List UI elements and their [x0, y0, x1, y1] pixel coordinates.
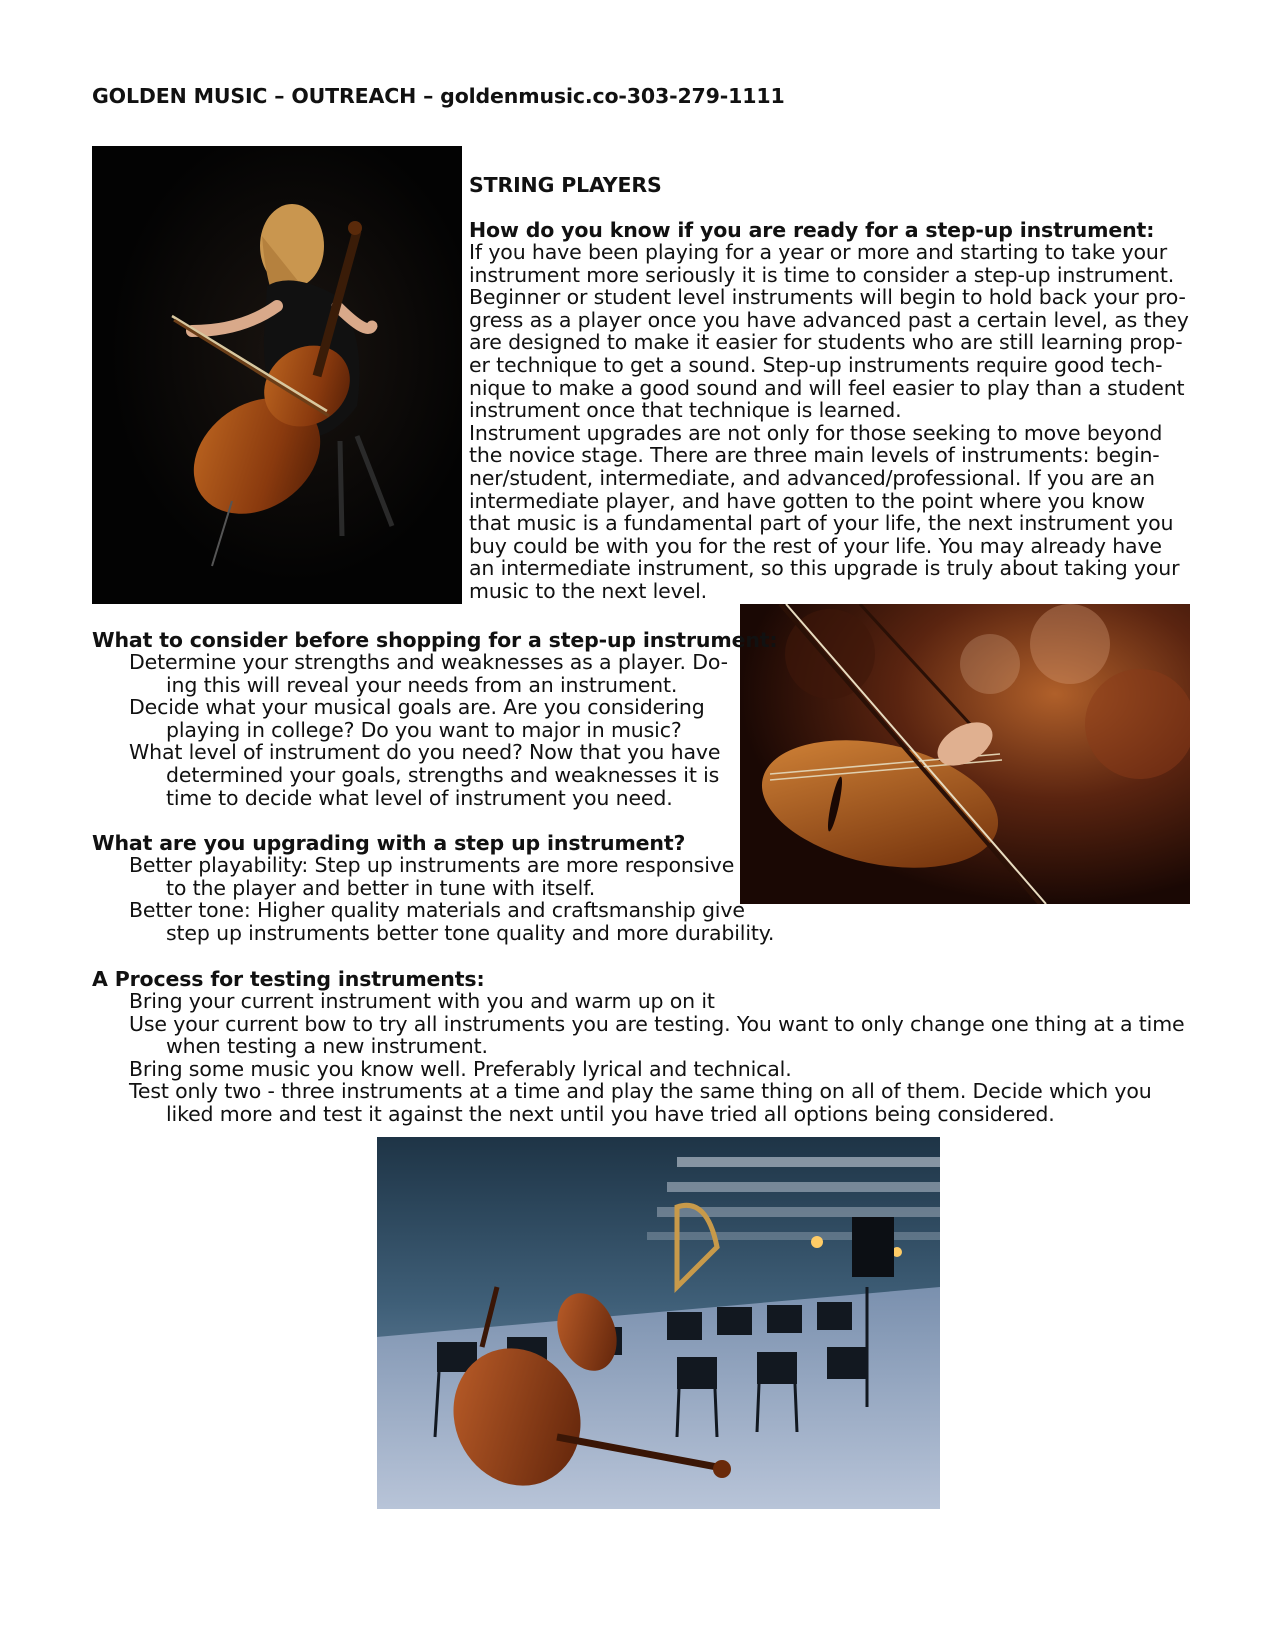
consider-list	[92, 651, 728, 809]
intro-line: If you have been playing for a year or more and starting to take your	[469, 240, 1168, 264]
list-item: liked more and test it against the next until you have tried all options being considered.	[166, 1101, 1055, 1126]
list-item: to the player and better in tune with itself.	[166, 875, 596, 900]
intro-line: ner/student, intermediate, and advanced/professional. If you are an	[469, 465, 1155, 490]
list-item: time to decide what level of instrument you need.	[166, 785, 673, 810]
intro-line: Beginner or student level instruments will begin to hold back your pro-	[469, 285, 1186, 310]
intro-line: are designed to make it easier for students who are still learning prop-	[469, 330, 1183, 355]
section-heading-string-players: STRING PLAYERS	[469, 173, 662, 197]
list-item: when testing a new instrument.	[166, 1034, 488, 1059]
list-item: determined your goals, strengths and weaknesses it is	[166, 762, 720, 787]
list-item: Better tone: Higher quality materials and craftsmanship give	[129, 898, 745, 923]
orchestra-stage-photo	[377, 1137, 940, 1509]
cellist-photo	[92, 146, 462, 604]
intro-paragraph	[469, 241, 1189, 603]
list-item: Determine your strengths and weaknesses as a player. Do-	[129, 650, 728, 674]
list-item: Decide what your musical goals are. Are you considering	[129, 695, 705, 720]
intro-line: an intermediate instrument, so this upgrade is truly about taking your	[469, 556, 1180, 581]
intro-line: the novice stage. There are three main levels of instruments: begin-	[469, 443, 1160, 468]
list-item: Use your current bow to try all instruments you are testing. You want to only change one thing at a time	[129, 1011, 1185, 1036]
page-title: GOLDEN MUSIC – OUTREACH – goldenmusic.co-303-279-1111	[92, 84, 785, 108]
intro-line: buy could be with you for the rest of your life. You may already have	[469, 533, 1162, 558]
intro-line: Instrument upgrades are not only for those seeking to move beyond	[469, 420, 1163, 445]
list-item: Test only two - three instruments at a time and play the same thing on all of them. Decide which you	[129, 1079, 1152, 1104]
list-item: playing in college? Do you want to major in music?	[166, 717, 682, 742]
intro-line: intermediate player, and have gotten to the point where you know	[469, 488, 1145, 513]
list-item: What level of instrument do you need? Now that you have	[129, 740, 721, 765]
upgrading-list	[92, 854, 774, 944]
list-item: Bring some music you know well. Preferably lyrical and technical.	[129, 1056, 792, 1081]
intro-line: that music is a fundamental part of your life, the next instrument you	[469, 511, 1174, 536]
section-heading-upgrading: What are you upgrading with a step up instrument?	[92, 831, 686, 855]
intro-line: er technique to get a sound. Step-up instruments require good tech-	[469, 352, 1163, 377]
intro-line: music to the next level.	[469, 578, 707, 603]
list-item: ing this will reveal your needs from an instrument.	[166, 672, 678, 697]
section-heading-consider: What to consider before shopping for a step-up instrument:	[92, 628, 778, 652]
intro-line: instrument more seriously it is time to consider a step-up instrument.	[469, 262, 1175, 287]
intro-line: gress as a player once you have advanced past a certain level, as they	[469, 307, 1189, 332]
list-item: Bring your current instrument with you and warm up on it	[129, 989, 715, 1013]
intro-line: nique to make a good sound and will feel easier to play than a student	[469, 375, 1185, 400]
section-subheading-ready: How do you know if you are ready for a step-up instrument:	[469, 218, 1155, 242]
intro-line: instrument once that technique is learned.	[469, 398, 902, 423]
section-heading-process: A Process for testing instruments:	[92, 967, 485, 991]
violin-photo	[740, 604, 1190, 904]
process-list	[92, 990, 1185, 1126]
list-item: step up instruments better tone quality and more durability.	[166, 920, 775, 945]
list-item: Better playability: Step up instruments are more responsive	[129, 853, 735, 877]
